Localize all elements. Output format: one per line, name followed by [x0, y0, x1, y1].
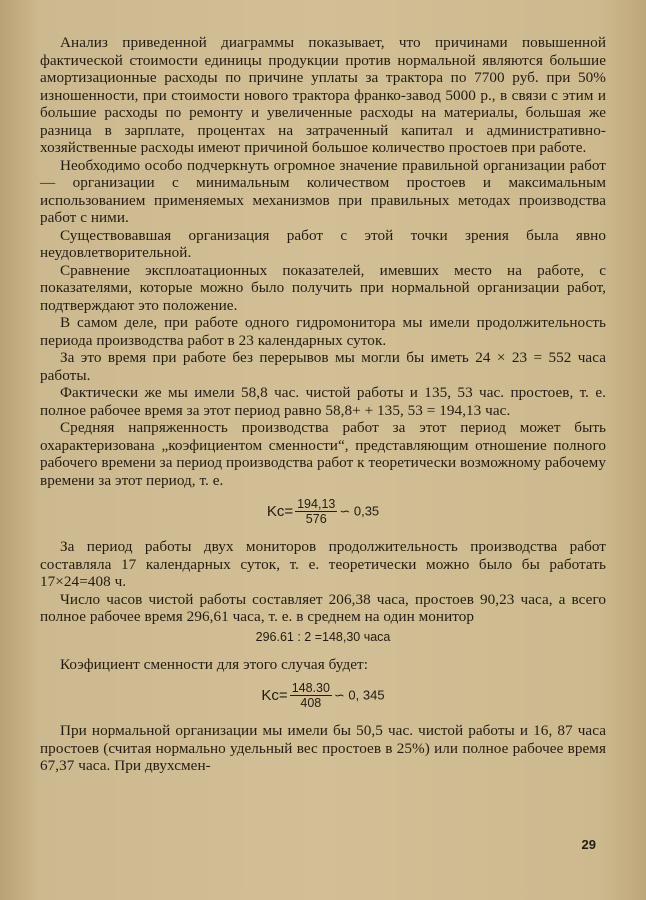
- formula-shift-coefficient-2: [40, 681, 606, 710]
- calculation-line: 296.61 : 2 =148,30 часа: [255, 629, 391, 644]
- formula-result: ∽ 0, 345: [333, 687, 385, 703]
- formula-result: ∽ 0,35: [339, 503, 380, 519]
- paragraph: Фактически же мы имели 58,8 час. чистой работы и 135, 53 час. простоев, т. е. полное рабочее время за этот период равно 58,8+ + 135, 53 = 194,13 час.: [40, 384, 606, 419]
- paragraph: Необходимо особо подчеркнуть огромное значение правильной организации работ — организации с минимальным количеством простоев и максимальным использованием применяемых механизмов при правильных методах производства работ с ними.: [40, 156, 606, 226]
- fraction: [295, 497, 337, 526]
- denominator: 408: [300, 696, 322, 710]
- page-number: 29: [581, 837, 596, 852]
- paragraph: Коэфициент сменности для этого случая будет:: [60, 655, 368, 673]
- denominator: 576: [305, 512, 327, 526]
- paragraph: Сравнение эксплоатационных показателей, имевших место на работе, с показателями, которые можно было получить при нормальной организации работ, подтверждают это положение.: [40, 261, 606, 314]
- fraction: [290, 681, 332, 710]
- paragraph: В самом деле, при работе одного гидромонитора мы имели продолжительность периода производства работ в 23 календарных суток.: [40, 314, 606, 349]
- page-content: [40, 34, 606, 775]
- paragraph: Средняя напряженность производства работ за этот период может быть охарактеризована „коэфициентом сменности“, представляющим отношение полного рабочего времени за период производства работ к теоретически возможному рабочему времени за этот период, т. е.: [40, 419, 606, 489]
- formula-symbol: Kc=: [266, 503, 294, 520]
- paragraph: Число часов чистой работы составляет 206,38 часа, простоев 90,23 часа, а всего полное рабочее время 296,61 часа, т. е. в среднем на один монитор: [40, 590, 606, 625]
- paragraph: Анализ приведенной диаграммы показывает, что причинами повышенной фактической стоимости единицы продукции против нормальной являются большие амортизационные расходы по причине уплаты за трактора по 7700 руб. при 50% изношенности, при стоимости нового трактора франко-завод 5000 р., в связи с этим и большие расходы по ремонту и увеличенные расходы на материалы, большая же разница в зарплате, процентах на затраченный капитал и административно-хозяйственные расходы имеют причиной большое количество простоев при работе.: [40, 34, 606, 156]
- paragraph: Существовавшая организация работ с этой точки зрения была явно неудовлетворительной.: [40, 226, 606, 261]
- formula-shift-coefficient-1: [40, 497, 606, 526]
- numerator: 194,13: [297, 497, 336, 511]
- paragraph: За период работы двух мониторов продолжительность производства работ составляла 17 календарных суток, т. е. теоретически можно было бы работать 17×24=408 ч.: [40, 538, 606, 590]
- paragraph: За это время при работе без перерывов мы могли бы иметь 24 × 23 = 552 часа работы.: [40, 349, 606, 384]
- numerator: 148.30: [291, 681, 330, 695]
- paragraph: При нормальной организации мы имели бы 50,5 час. чистой работы и 16, 87 часа простоев (считая нормально удельный вес простоев в 25%) или полное рабочее время 67,37 часа. При двухсмен-: [40, 722, 606, 774]
- formula-symbol: Kc=: [261, 687, 288, 704]
